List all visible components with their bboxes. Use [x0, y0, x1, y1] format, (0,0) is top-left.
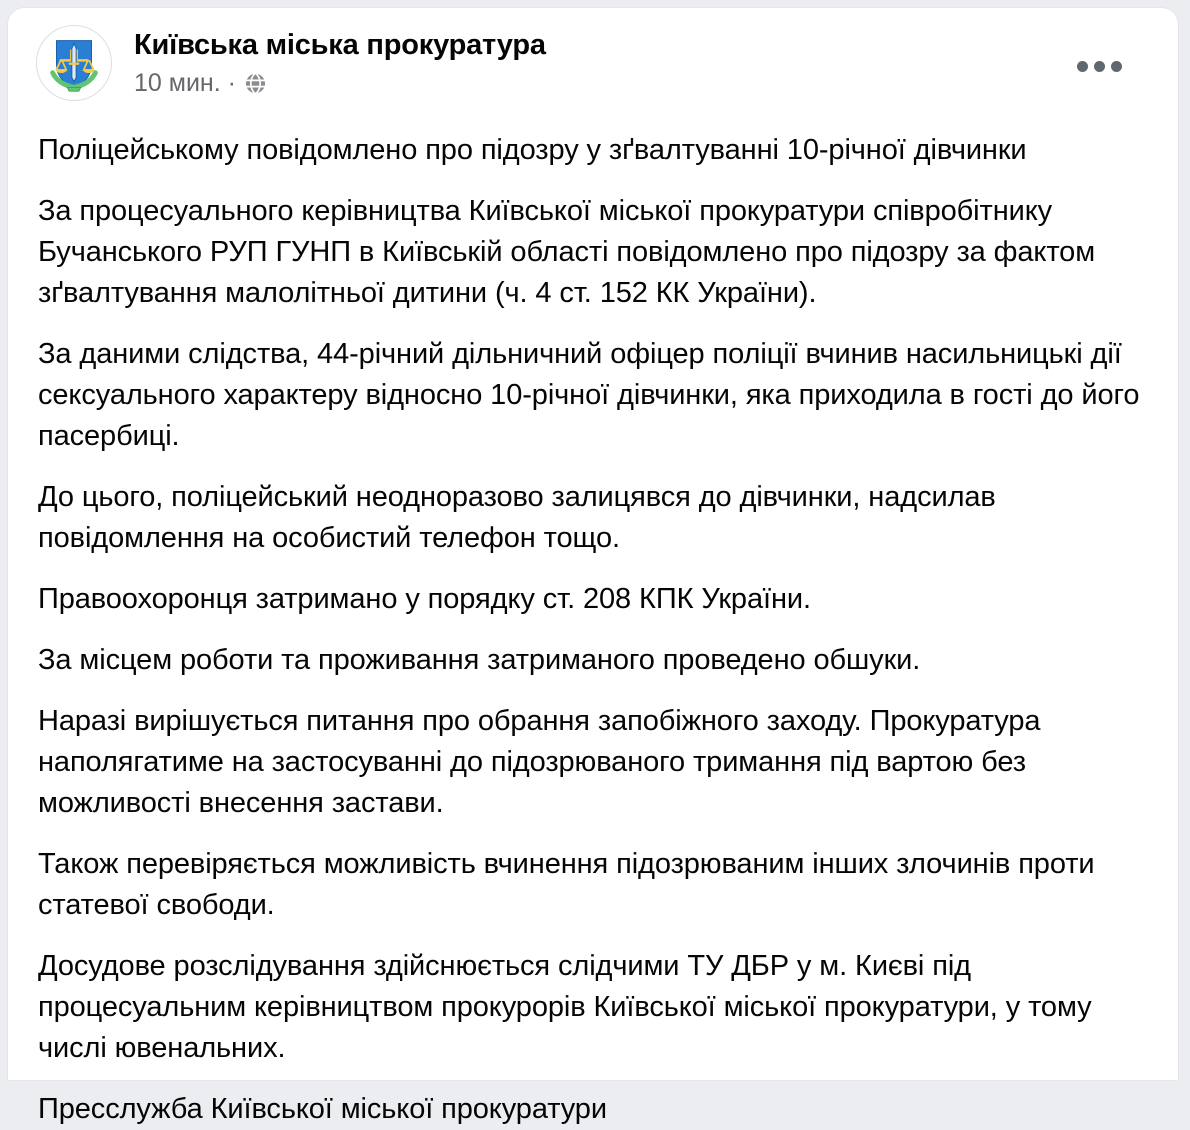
- ellipsis-icon: [1111, 61, 1122, 72]
- post-paragraph: За даними слідства, 44-річний дільничний офіцер поліції вчинив насильницькі дії сексуального характеру відносно 10-річної дівчинки, яка приходила в гості до його пасербиці.: [38, 338, 1140, 452]
- ellipsis-icon: [1077, 61, 1088, 72]
- post-paragraph: Пресслужба Київської міської прокуратури: [38, 1093, 607, 1125]
- header-text: [134, 25, 546, 97]
- post-timestamp[interactable]: 10 мин.: [134, 69, 221, 97]
- post-paragraph: Поліцейському повідомлено про підозру у зґвалтуванні 10-річної дівчинки: [38, 134, 1027, 166]
- post-header: [8, 8, 1178, 101]
- post-meta: [134, 69, 546, 97]
- post-paragraph: Наразі вирішується питання про обрання запобіжного заходу. Прокуратура наполягатиме на застосуванні до підозрюваного тримання під вартою без можливості внесення застави.: [38, 705, 1041, 819]
- page-name-link[interactable]: Київська міська прокуратура: [134, 29, 546, 61]
- prosecutor-emblem-icon: [37, 26, 111, 100]
- post-paragraph: До цього, поліцейський неодноразово залицявся до дівчинки, надсилав повідомлення на особистий телефон тощо.: [38, 481, 996, 554]
- avatar[interactable]: [36, 25, 112, 101]
- globe-icon: [243, 71, 268, 96]
- post-paragraph: Також перевіряється можливість вчинення підозрюваним інших злочинів проти статевої свободи.: [38, 848, 1095, 921]
- post-paragraph: За процесуального керівництва Київської міської прокуратури співробітнику Бучанського РУП ГУНП в Київській області повідомлено про підозру за фактом зґвалтування малолітньої дитини (ч. 4 ст. 152 КК України).: [38, 195, 1096, 309]
- post-body: [8, 130, 1178, 1130]
- post-paragraph: Правоохоронця затримано у порядку ст. 208 КПК України.: [38, 583, 811, 615]
- post-paragraph: Досудове розслідування здійснюється слідчими ТУ ДБР у м. Києві під процесуальним керівництвом прокурорів Київської міської прокуратури, у тому числі ювенальних.: [38, 950, 1092, 1064]
- post-paragraph: За місцем роботи та проживання затриманого проведено обшуки.: [38, 644, 921, 676]
- post-card: [8, 8, 1178, 1125]
- post-menu-button[interactable]: [1071, 55, 1128, 78]
- meta-separator: ·: [227, 69, 236, 97]
- ellipsis-icon: [1094, 61, 1105, 72]
